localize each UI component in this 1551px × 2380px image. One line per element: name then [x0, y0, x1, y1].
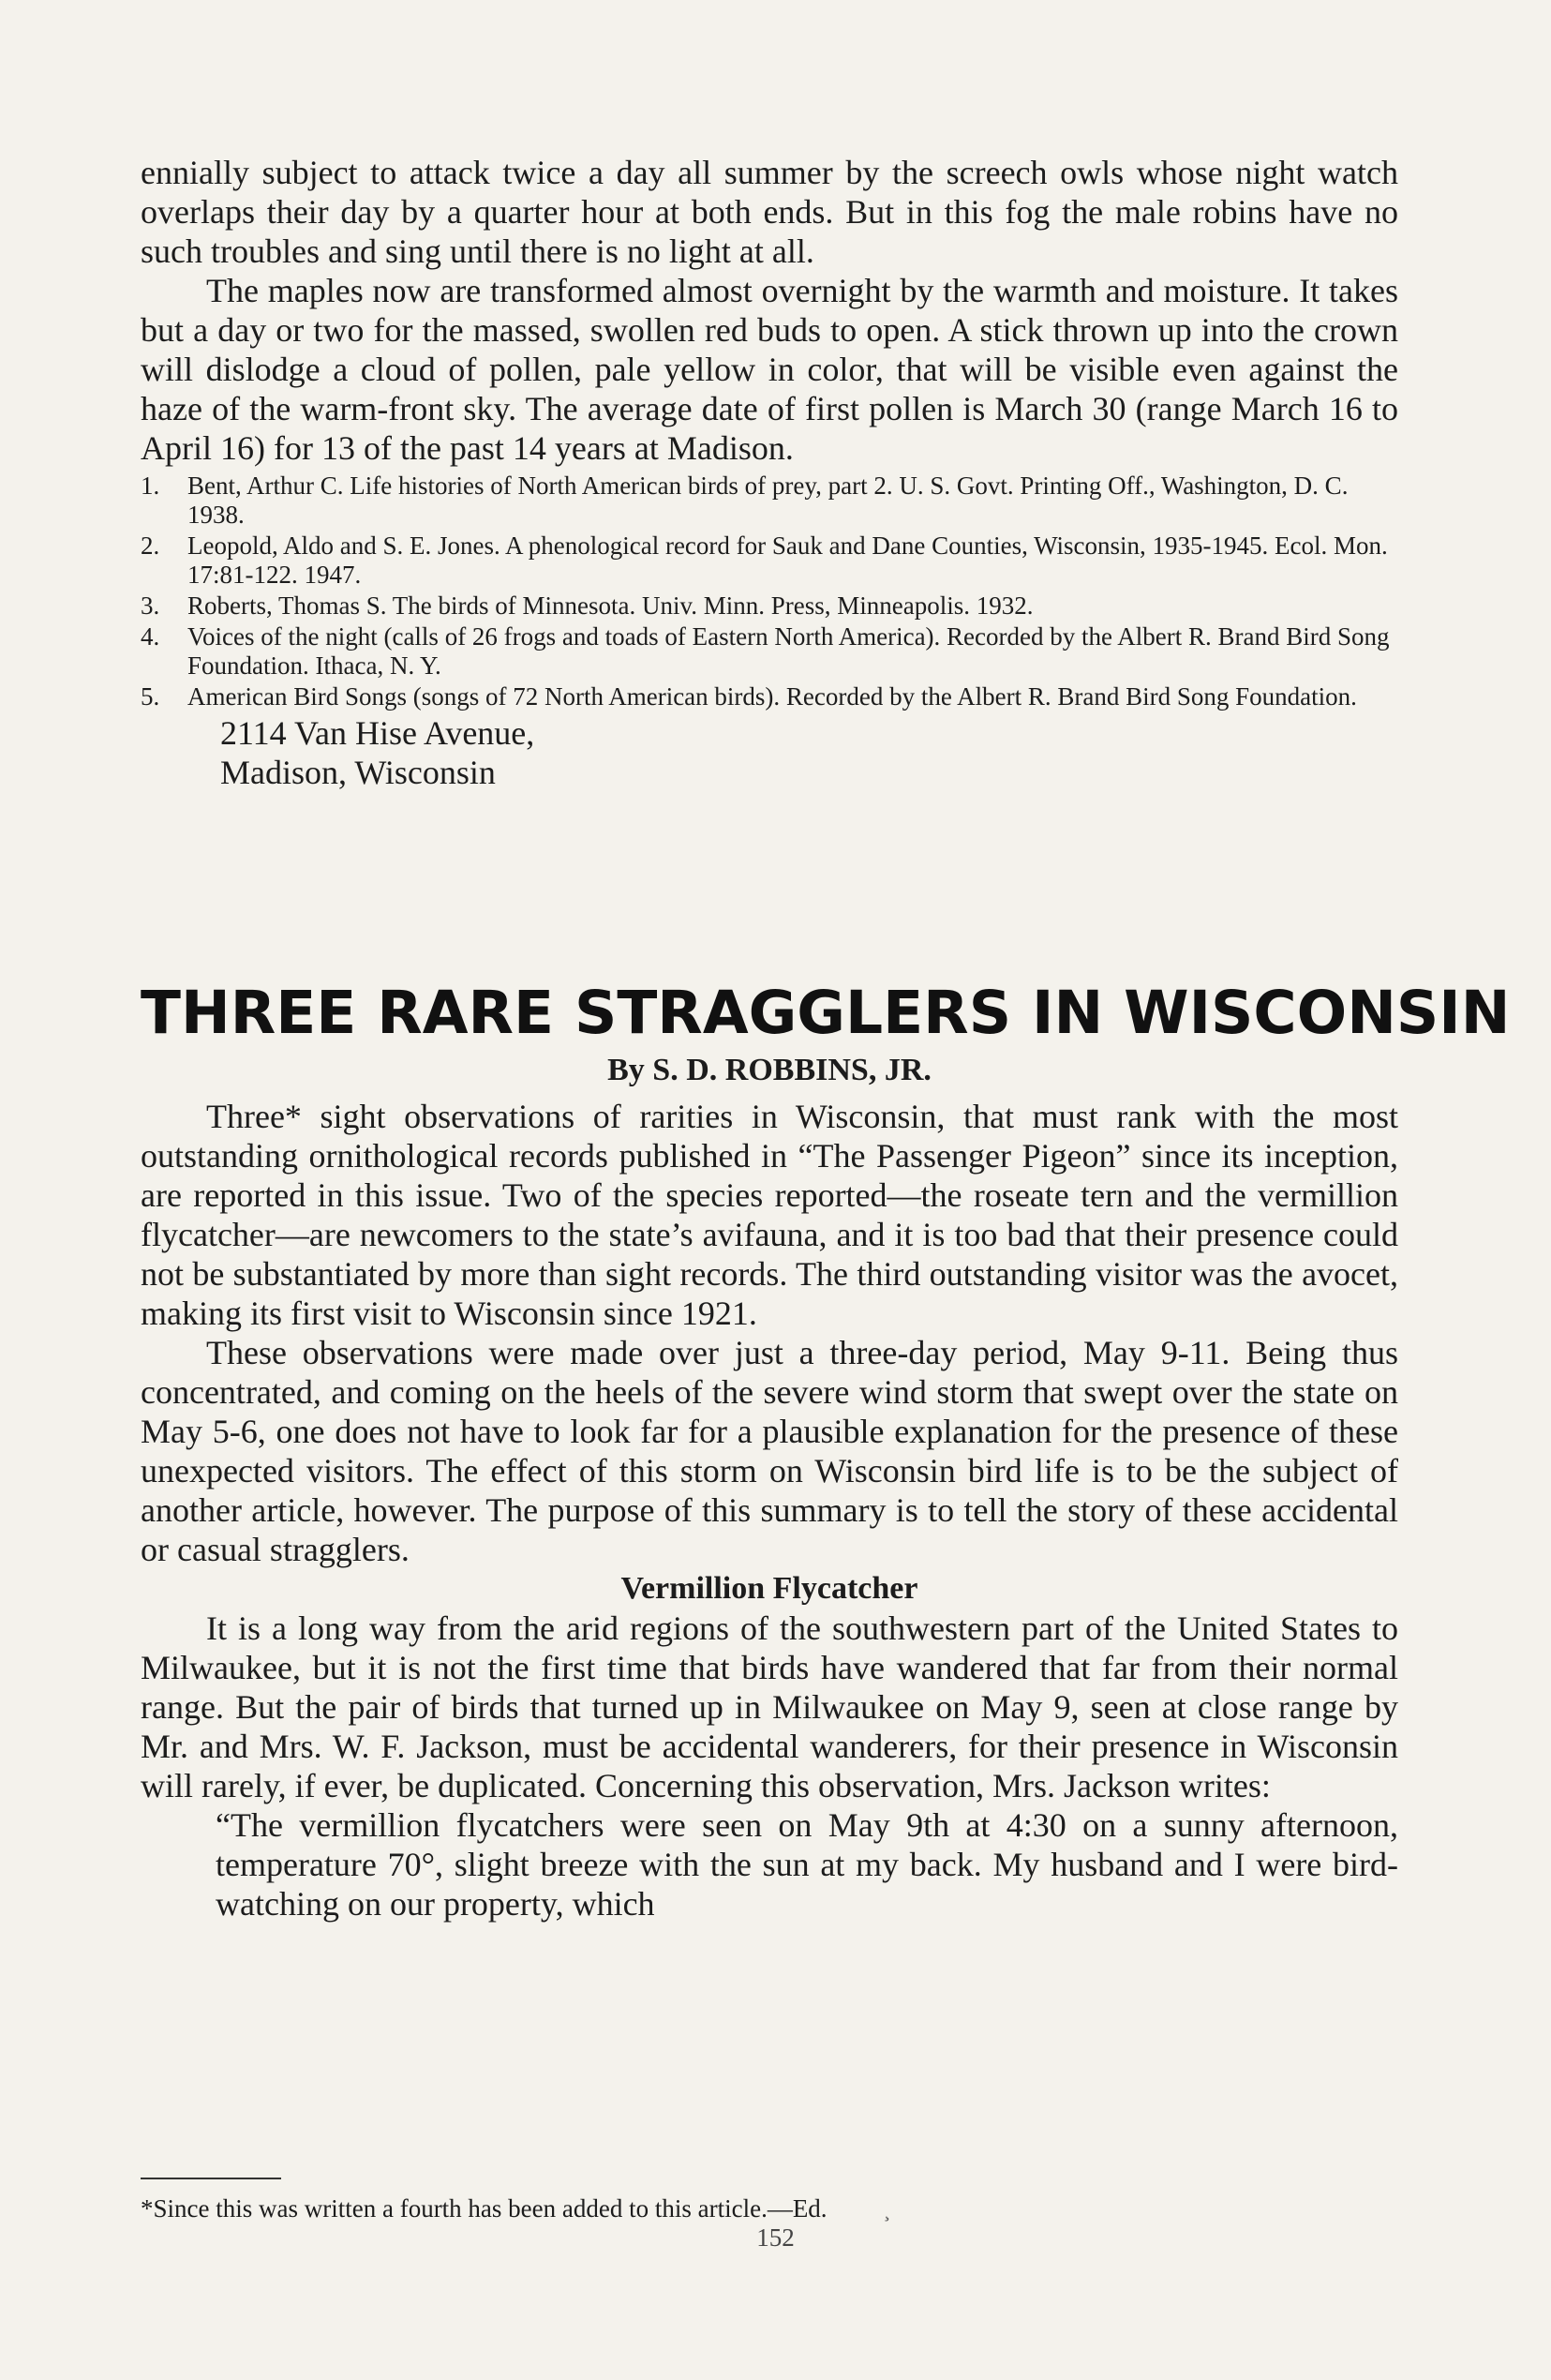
footnote-divider [141, 2178, 281, 2179]
footnote [141, 2193, 890, 2225]
section-heading-vermillion-flycatcher: Vermillion Flycatcher [620, 1571, 918, 1606]
reference-list [141, 472, 1398, 711]
article-byline: By S. D. ROBBINS, JR. [607, 1053, 932, 1087]
paragraph-observations: These observations were made over just a three-day period, May 9-11. Being thus concentrated, and coming on the heels of the severe wind storm that swept over the state on May 5-6, one does not have to look far for a plausible explanation for the presence of these unexpected visitors. The effect of this storm on Wisconsin bird life is to be the subject of another article, however. The purpose of this summary is to tell the story of these accidental or casual stragglers. [141, 1334, 1398, 1568]
reference-item: 4. Voices of the night (calls of 26 frogs and toads of Eastern North America). Recorded by the Albert R. Brand Bird Song Foundation. Ithaca, N. Y. [141, 622, 1390, 680]
article-title: THREE RARE STRAGGLERS IN WISCONSIN [141, 979, 1511, 1047]
paragraph-robins: ennially subject to attack twice a day all summer by the screech owls whose night watch overlaps their day by a quarter hour at both ends. But in this fog the male robins have no such troubles and sing until there is no light at all. [141, 154, 1398, 270]
stray-mark: ¸ [883, 2198, 890, 2222]
paragraph-intro: Three* sight observations of rarities in Wisconsin, that must rank with the most outstanding ornithological records published in “The Passenger Pigeon” since its inception, are reported in this issue. Two of the species reported—the roseate tern and the vermillion flycatcher—are newcomers to the state’s avifauna, and it is too bad that their presence could not be substantiated by more than sight records. The third outstanding visitor was the avocet, making its first visit to Wisconsin since 1921. [141, 1098, 1398, 1332]
paragraph-maples: The maples now are transformed almost overnight by the warmth and moisture. It takes but a day or two for the massed, swollen red buds to open. A stick thrown up into the crown will dislodge a cloud of pollen, pale yellow in color, that will be visible even against the haze of the warm-front sky. The average date of first pollen is March 30 (range March 16 to April 16) for 13 of the past 14 years at Madison. [141, 272, 1398, 467]
paragraph-flycatcher: It is a long way from the arid regions of the southwestern part of the United States to Milwaukee, but it is not the first time that birds have wandered that far from their normal range. But the pair of birds that turned up in Milwaukee on May 9, seen at close range by Mr. and Mrs. W. F. Jackson, must be accidental wanderers, for their presence in Wisconsin will rarely, if ever, be duplicated. Concerning this observation, Mrs. Jackson writes: [141, 1609, 1398, 1804]
reference-item: 1. Bent, Arthur C. Life histories of North American birds of prey, part 2. U. S. Govt. Printing Off., Washington, D. C. 1938. [141, 472, 1349, 529]
previous-article-section [141, 153, 1398, 792]
author-address-line-1: 2114 Van Hise Avenue, [220, 714, 535, 752]
reference-item: 5. American Bird Songs (songs of 72 North American birds). Recorded by the Albert R. Brand Bird Song Foundation. [141, 682, 1357, 711]
article-body [141, 1097, 1398, 1923]
author-address-line-2: Madison, Wisconsin [220, 754, 496, 791]
footnote-text: *Since this was written a fourth has been added to this article.—Ed. [141, 2194, 828, 2223]
quoted-passage: “The vermillion flycatchers were seen on May 9th at 4:30 on a sunny afternoon, temperature 70°, slight breeze with the sun at my back. My husband and I were bird-watching on our property, which [216, 1806, 1398, 1923]
reference-item: 2. Leopold, Aldo and S. E. Jones. A phenological record for Sauk and Dane Counties, Wisconsin, 1935-1945. Ecol. Mon. 17:81-122. 1947. [141, 531, 1388, 589]
page-number: 152 [756, 2223, 795, 2252]
reference-item: 3. Roberts, Thomas S. The birds of Minnesota. Univ. Minn. Press, Minneapolis. 1932. [141, 591, 1034, 620]
